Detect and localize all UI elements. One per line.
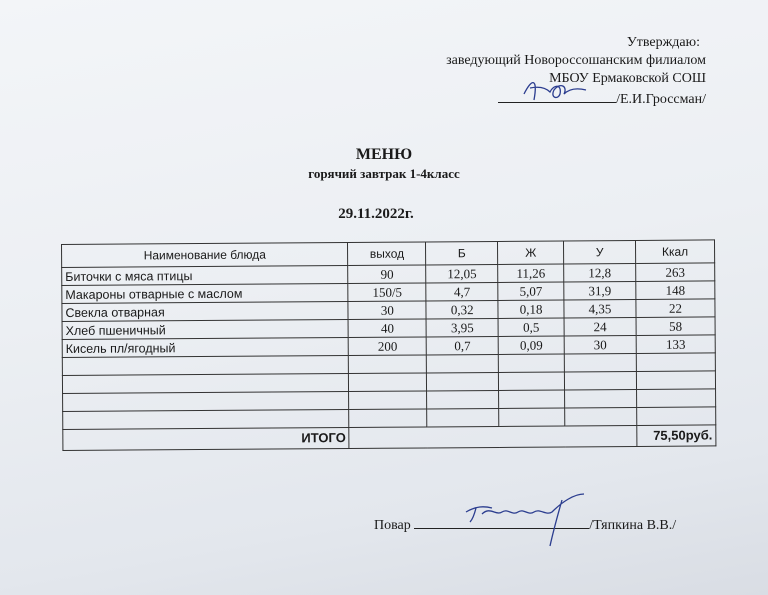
table-cell: 133 xyxy=(636,335,715,354)
table-cell: 30 xyxy=(348,301,426,320)
approval-signature-line xyxy=(446,88,706,109)
table-cell: 0,32 xyxy=(426,300,498,319)
dish-name: Макароны отварные с маслом xyxy=(62,283,349,303)
table-cell: 0,18 xyxy=(498,300,564,318)
director-signature-icon xyxy=(520,74,590,108)
table-cell: 0,09 xyxy=(498,336,564,354)
table-cell: 0,5 xyxy=(498,318,564,336)
total-value: 75,50руб. xyxy=(637,425,716,447)
table-cell: 58 xyxy=(636,317,715,336)
table-cell: 4,35 xyxy=(564,299,636,318)
column-header: Наименование блюда xyxy=(62,242,349,267)
cook-label: Повар xyxy=(374,518,411,533)
table-cell: 150/5 xyxy=(348,283,426,302)
table-cell: 0,7 xyxy=(426,336,498,355)
signature-blank xyxy=(498,88,616,109)
column-header: выход xyxy=(348,242,426,266)
approval-heading: Утверждаю: xyxy=(626,35,700,50)
approval-block xyxy=(446,34,706,109)
cook-name: /Тяпкина В.В./ xyxy=(589,518,677,533)
page-title: МЕНЮ xyxy=(355,146,413,163)
table-cell: 11,26 xyxy=(498,264,564,282)
column-header: Ж xyxy=(498,241,564,264)
dish-name: Кисель пл/ягодный xyxy=(62,337,349,357)
menu-date: 29.11.2022г. xyxy=(338,206,414,222)
dish-name: Хлеб пшеничный xyxy=(62,319,349,339)
table-cell: 22 xyxy=(636,299,715,318)
approval-position: заведующий Новороссошанским филиалом xyxy=(446,53,706,68)
table-cell: 12,8 xyxy=(564,263,636,282)
table-cell: 24 xyxy=(564,317,636,336)
approval-organization: МБОУ Ермаковской СОШ xyxy=(549,71,706,86)
table-cell: 40 xyxy=(348,319,426,338)
dish-name: Биточки с мяса птицы xyxy=(62,265,349,285)
table-cell: 12,05 xyxy=(426,264,498,283)
table-cell: 90 xyxy=(348,265,426,284)
total-label: ИТОГО xyxy=(63,427,350,450)
table-cell: 4,7 xyxy=(426,282,498,301)
cook-signature-block xyxy=(374,514,676,534)
table-cell: 200 xyxy=(349,337,427,356)
dish-name: Свекла отварная xyxy=(62,301,349,321)
total-row xyxy=(63,425,716,451)
table-cell: 5,07 xyxy=(498,282,564,300)
page-subtitle: горячий завтрак 1-4класс xyxy=(308,166,460,181)
column-header: Б xyxy=(426,241,498,265)
table-cell: 3,95 xyxy=(426,318,498,337)
table-cell: 148 xyxy=(636,281,715,300)
cook-signature-line xyxy=(414,514,589,534)
table-cell: 30 xyxy=(564,335,636,354)
menu-table xyxy=(61,239,716,451)
column-header: У xyxy=(564,240,636,264)
director-name: /Е.И.Гроссман/ xyxy=(616,92,706,107)
table-cell: 31,9 xyxy=(564,281,636,300)
cook-signature-icon xyxy=(462,492,592,550)
table-cell: 263 xyxy=(636,263,715,282)
column-header: Ккал xyxy=(635,240,714,264)
